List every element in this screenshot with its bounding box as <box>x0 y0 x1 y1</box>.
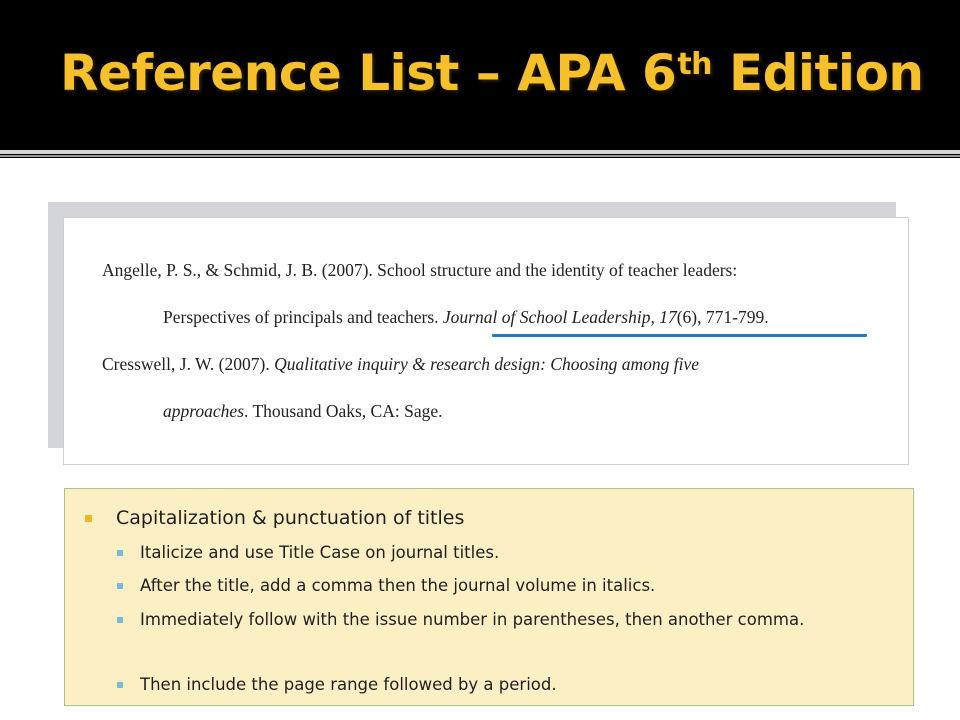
main-bullet-text: Capitalization & punctuation of titles <box>116 507 465 529</box>
journal-issue-pages: (6), 771-799. <box>676 307 769 327</box>
square-bullet-icon <box>117 617 123 623</box>
journal-volume: 17 <box>659 307 677 327</box>
sub-bullet-1 <box>117 539 877 567</box>
slide-header <box>0 0 960 150</box>
sub-bullet-3 <box>117 606 877 634</box>
journal-highlight-underline <box>492 334 867 337</box>
header-divider-shadow <box>0 155 960 157</box>
sub-bullet-text: Italicize and use Title Case on journal titles. <box>140 543 500 562</box>
reference-2-author: Cresswell, J. W. (2007). <box>102 354 275 374</box>
reference-2-line-2 <box>163 401 443 422</box>
square-bullet-icon <box>117 682 123 688</box>
book-title-part-1: Qualitative inquiry & research design: Choosing among five <box>274 354 700 374</box>
sub-bullet-text: After the title, add a comma then the journal volume in italics. <box>140 576 656 595</box>
title-text-end: Edition <box>712 44 924 102</box>
slide-title <box>60 44 924 102</box>
reference-1-plain-text: Perspectives of principals and teachers. <box>163 307 443 327</box>
reference-example-box <box>63 217 909 465</box>
header-divider <box>0 150 960 154</box>
reference-2-publisher: . Thousand Oaks, CA: Sage. <box>244 401 443 421</box>
slide-content <box>0 158 960 720</box>
reference-1-line-1: Angelle, P. S., & Schmid, J. B. (2007). School structure and the identity of teacher leaders: <box>102 260 738 280</box>
square-bullet-icon <box>117 583 123 589</box>
title-superscript: th <box>677 47 713 82</box>
sub-bullet-4 <box>117 671 877 699</box>
notes-box <box>64 488 914 706</box>
sub-bullet-text: Then include the page range followed by a period. <box>140 675 557 694</box>
journal-separator: , <box>650 307 660 327</box>
main-bullet <box>85 507 464 529</box>
title-text: Reference List – APA 6 <box>60 44 677 102</box>
square-bullet-icon <box>85 515 92 522</box>
square-bullet-icon <box>117 550 123 556</box>
reference-1-line-2 <box>163 307 769 328</box>
sub-bullet-text: Immediately follow with the issue number in parentheses, then another comma. <box>140 610 805 629</box>
book-title-part-2: approaches <box>163 401 245 421</box>
journal-title: Journal of School Leadership <box>442 307 651 327</box>
sub-bullet-2 <box>117 572 877 600</box>
reference-2-line-1 <box>102 354 699 375</box>
